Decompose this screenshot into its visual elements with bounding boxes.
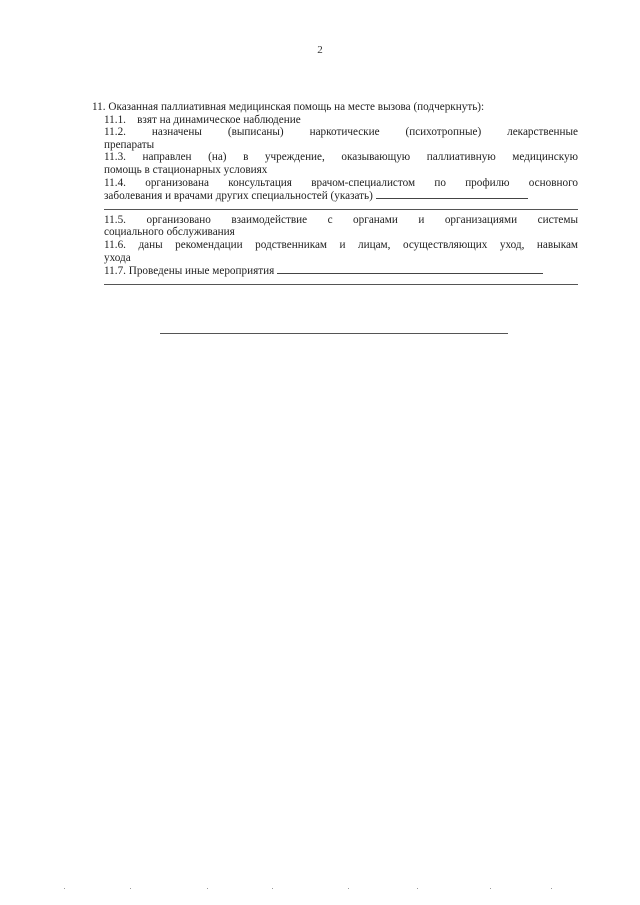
item-11-1-text: 11.1. взят на динамическое наблюдение bbox=[104, 113, 301, 126]
item-11-2-line-2: препараты bbox=[104, 138, 155, 151]
scan-speck bbox=[417, 888, 418, 889]
item-11-6-line-1: 11.6. даны рекомендации родственникам и лицам, осуществляющих уход, навыкам bbox=[104, 238, 578, 251]
closing-rule bbox=[160, 333, 508, 334]
specialist-blank-line[interactable] bbox=[104, 209, 578, 210]
item-11-3-line-2: помощь в стационарных условиях bbox=[104, 163, 268, 176]
scan-speck bbox=[207, 888, 208, 889]
item-11-7 bbox=[92, 264, 578, 278]
item-11-5-line-2: социального обслуживания bbox=[104, 226, 235, 239]
scan-speck bbox=[551, 888, 552, 889]
scan-speck bbox=[64, 888, 65, 889]
palliative-care-section bbox=[92, 101, 578, 289]
scan-speck bbox=[490, 888, 491, 889]
item-11-7-text: 11.7. Проведены иные мероприятия bbox=[104, 265, 275, 278]
other-measures-blank-line[interactable] bbox=[104, 284, 578, 285]
scan-speck bbox=[272, 888, 273, 889]
scan-speck bbox=[130, 888, 131, 889]
item-11-1 bbox=[92, 114, 578, 127]
item-11-2-line-1: 11.2. назначены (выписаны) наркотические (психотропные) лекарственные bbox=[104, 126, 578, 139]
item-11-4-line-1: 11.4. организована консультация врачом-специалистом по профилю основного bbox=[104, 176, 578, 189]
scan-speck bbox=[348, 888, 349, 889]
item-11-4-line-2-text: заболевания и врачами других специальностей (указать) bbox=[104, 190, 373, 203]
other-measures-fill-line[interactable] bbox=[277, 264, 543, 274]
section-heading: 11. Оказанная паллиативная медицинская помощь на месте вызова (подчеркнуть): bbox=[92, 101, 485, 113]
item-11-5-line-1: 11.5. организовано взаимодействие с органами и организациями системы bbox=[104, 213, 578, 226]
page-number: 2 bbox=[317, 44, 323, 56]
specialist-fill-line[interactable] bbox=[376, 189, 528, 199]
item-11-3-line-1: 11.3. направлен (на) в учреждение, оказывающую паллиативную медицинскую bbox=[104, 151, 578, 164]
scan-specks bbox=[0, 888, 640, 894]
item-11-6-line-2: ухода bbox=[104, 251, 131, 264]
item-11-4-line-2 bbox=[92, 189, 578, 203]
